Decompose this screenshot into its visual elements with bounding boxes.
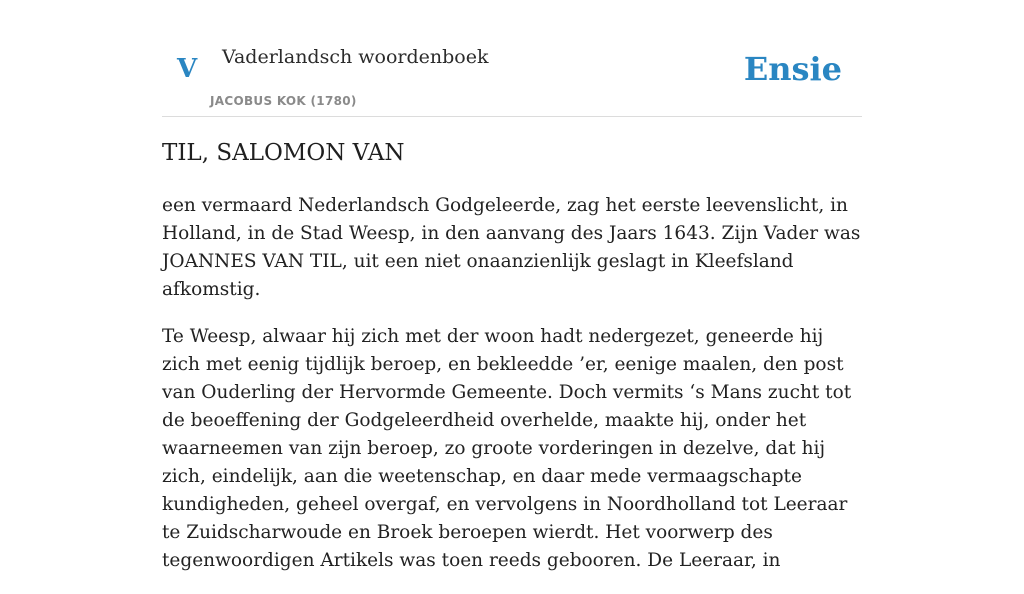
- header: [162, 0, 862, 117]
- book-title-link[interactable]: Vaderlandsch woordenboek: [222, 46, 489, 68]
- book-logo-icon[interactable]: V: [177, 54, 198, 84]
- entry-title: TIL, SALOMON VAN: [162, 140, 405, 166]
- ensie-logo-link[interactable]: Ensie: [743, 50, 842, 88]
- entry-paragraph-1: een vermaard Nederlandsch Godgeleerde, zag het eerste leevenslicht, in Holland, in de Stad Weesp, in den aanvang des Jaars 1643. Zijn Vader was JOANNES VAN TIL, uit een niet onaanzienlijk geslagt in Kleefsland afkomstig.: [162, 195, 861, 300]
- page-container: [162, 0, 862, 571]
- book-author: JACOBUS KOK (1780): [210, 94, 357, 108]
- entry-paragraph-2: Te Weesp, alwaar hij zich met der woon hadt nedergezet, geneerde hij zich met eenig tijdlijk beroep, en bekleedde ’er, eenige maalen, den post van Ouderling der Hervormde Gemeente. Doch vermits ‘s Mans zucht tot de beoeffening der Godgeleerdheid overhelde, maakte hij, onder het waarneemen van zijn beroep, zo groote vorderingen in dezelve, dat hij zich, eindelijk, aan die weetenschap, en daar mede vermaagschapte kundigheden, geheel overgaf, en vervolgens in Noordholland tot Leeraar te Zuidscharwoude en Broek beroepen wierdt. Het voorwerp des tegenwoordigen Artikels was toen reeds gebooren. De Leeraar, in: [162, 326, 852, 571]
- entry-body: [162, 192, 862, 594]
